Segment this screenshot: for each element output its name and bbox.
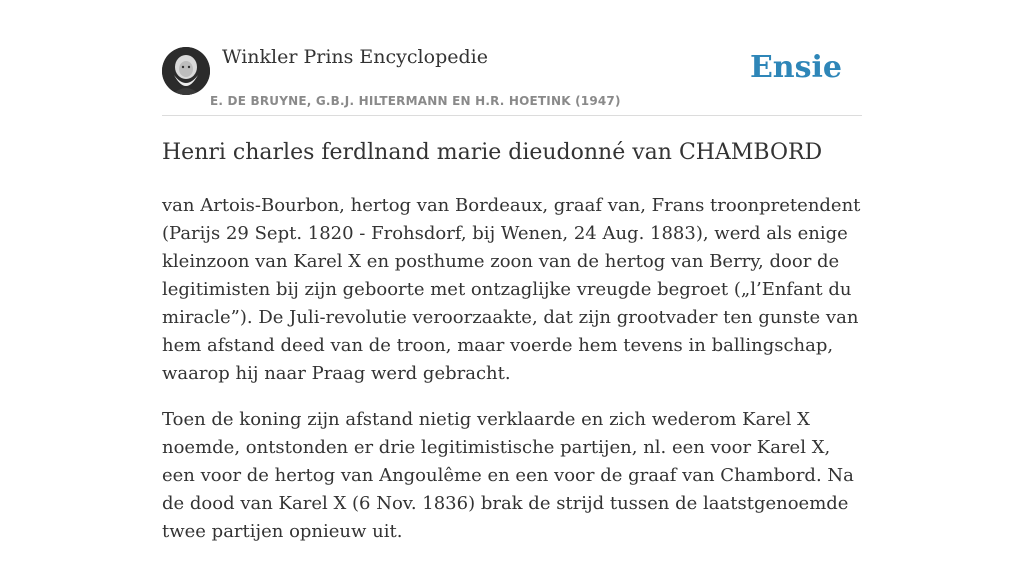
article-title: Henri charles ferdlnand marie dieudonné van CHAMBORD xyxy=(162,140,823,165)
author-portrait-icon xyxy=(162,47,210,95)
site-name[interactable]: Winkler Prins Encyclopedie xyxy=(222,46,488,68)
article-paragraph: Toen de koning zijn afstand nietig verklaarde en zich wederom Karel X noemde, ontstonden er drie legitimistische partijen, nl. een voor Karel X, een voor de hertog van Angoulême en een voor de graaf van Chambord. Na de dood van Karel X (6 Nov. 1836) brak de strijd tussen de laatstgenoemde twee partijen opnieuw uit. xyxy=(162,409,854,542)
article-body xyxy=(162,192,862,564)
page-container xyxy=(162,0,862,542)
ensie-logo[interactable]: Ensie xyxy=(749,50,842,85)
author-avatar xyxy=(162,47,210,95)
site-header xyxy=(162,0,862,116)
authors-credit: E. DE BRUYNE, G.B.J. HILTERMANN EN H.R. HOETINK (1947) xyxy=(210,94,621,108)
article-paragraph: van Artois-Bourbon, hertog van Bordeaux, graaf van, Frans troonpretendent (Parijs 29 Sept. 1820 - Frohsdorf, bij Wenen, 24 Aug. 1883), werd als enige kleinzoon van Karel X en posthume zoon van de hertog van Berry, door de legitimisten bij zijn geboorte met ontzaglijke vreugde begroet („l’Enfant du miracle”). De Juli-revolutie veroorzaakte, dat zijn grootvader ten gunste van hem afstand deed van de troon, maar voerde hem tevens in ballingschap, waarop hij naar Praag werd gebracht. xyxy=(162,195,861,384)
